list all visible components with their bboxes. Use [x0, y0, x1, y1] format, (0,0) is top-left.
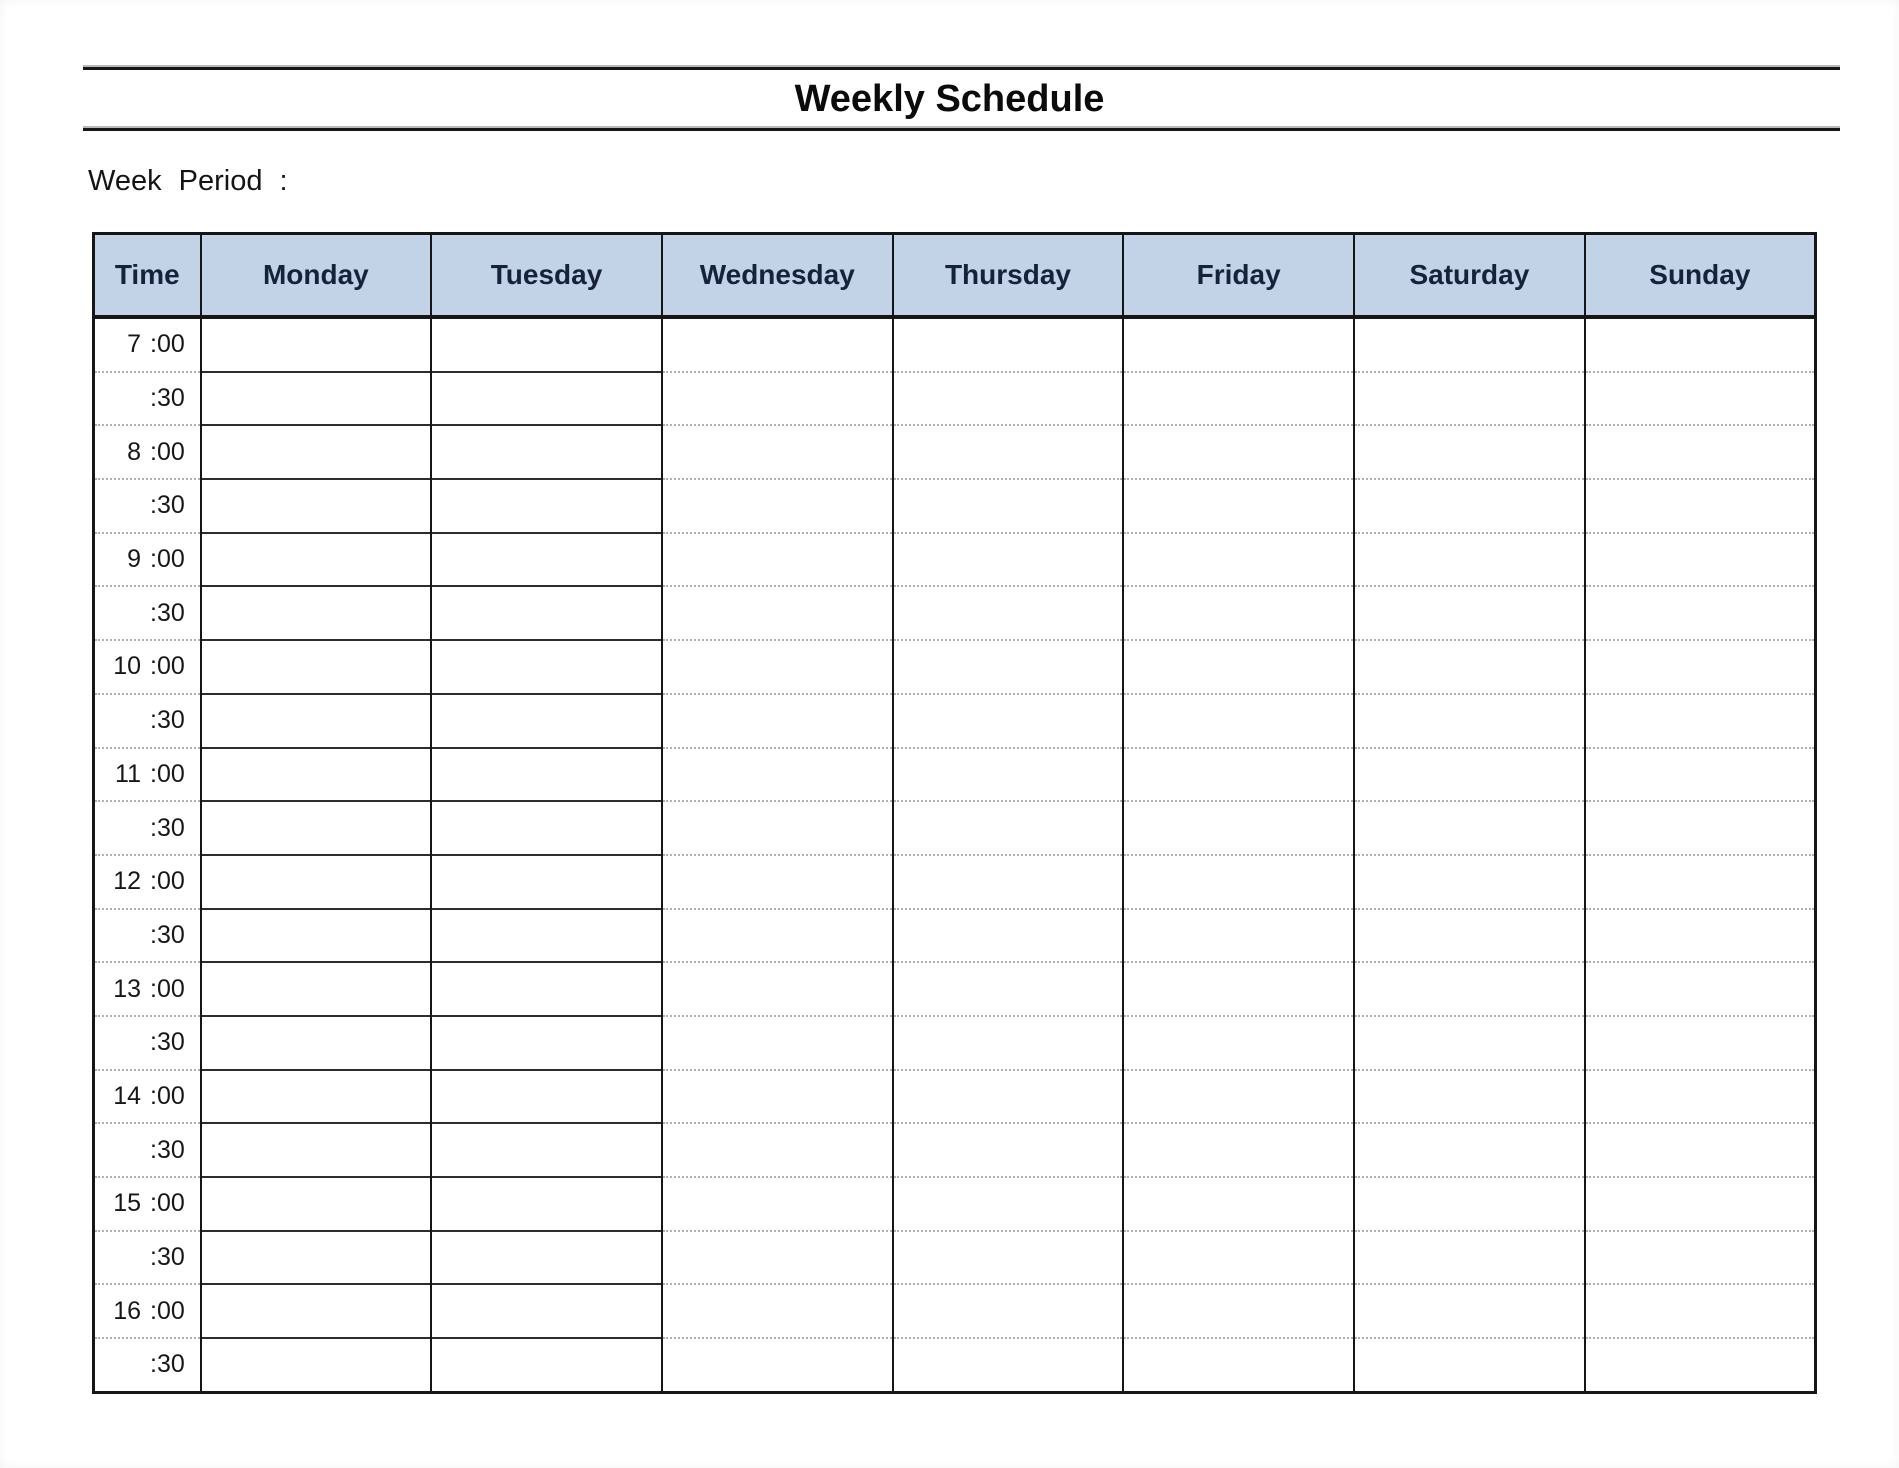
schedule-cell	[893, 586, 1124, 640]
schedule-cell	[662, 1284, 893, 1338]
schedule-cell	[662, 479, 893, 533]
time-row	[94, 1284, 1816, 1338]
time-row	[94, 372, 1816, 426]
schedule-cell	[893, 317, 1124, 372]
header-row	[94, 234, 1816, 318]
schedule-cell	[201, 372, 432, 426]
time-cell	[94, 479, 201, 533]
hour-label: 11	[115, 759, 141, 788]
time-cell	[94, 1070, 201, 1124]
schedule-cell	[893, 694, 1124, 748]
hour-label: 9	[127, 545, 141, 574]
schedule-cell	[662, 1231, 893, 1285]
schedule-cell	[431, 1284, 662, 1338]
schedule-body	[94, 317, 1816, 1392]
schedule-cell	[1585, 533, 1816, 587]
minute-label: :30	[150, 1028, 185, 1057]
schedule-cell	[1585, 1123, 1816, 1177]
schedule-cell	[1585, 748, 1816, 802]
schedule-cell	[201, 694, 432, 748]
schedule-cell	[1354, 748, 1585, 802]
schedule-cell	[1354, 1123, 1585, 1177]
schedule-cell	[1354, 425, 1585, 479]
time-cell	[94, 1231, 201, 1285]
schedule-cell	[431, 855, 662, 909]
schedule-cell	[1123, 1070, 1354, 1124]
schedule-cell	[431, 1231, 662, 1285]
minute-label: :00	[150, 545, 185, 574]
schedule-cell	[1354, 1070, 1585, 1124]
schedule-cell	[201, 533, 432, 587]
schedule-cell	[201, 1231, 432, 1285]
schedule-cell	[893, 1070, 1124, 1124]
schedule-cell	[431, 694, 662, 748]
minute-label: :30	[150, 491, 185, 520]
schedule-cell	[431, 1177, 662, 1231]
schedule-cell	[431, 640, 662, 694]
minute-label: :30	[150, 384, 185, 413]
schedule-cell	[1585, 640, 1816, 694]
col-header-saturday: Saturday	[1354, 234, 1585, 318]
time-row	[94, 962, 1816, 1016]
schedule-cell	[662, 586, 893, 640]
schedule-cell	[201, 640, 432, 694]
schedule-cell	[662, 962, 893, 1016]
schedule-cell	[1354, 586, 1585, 640]
time-row	[94, 425, 1816, 479]
time-row	[94, 748, 1816, 802]
hour-label: 7	[127, 330, 141, 359]
schedule-cell	[893, 372, 1124, 426]
schedule-cell	[1123, 748, 1354, 802]
schedule-cell	[1585, 317, 1816, 372]
schedule-cell	[1354, 640, 1585, 694]
schedule-cell	[662, 533, 893, 587]
time-row	[94, 1016, 1816, 1070]
time-row	[94, 533, 1816, 587]
schedule-cell	[1123, 317, 1354, 372]
schedule-cell	[1123, 1231, 1354, 1285]
schedule-cell	[662, 317, 893, 372]
schedule-cell	[1585, 909, 1816, 963]
minute-label: :30	[150, 1243, 185, 1272]
col-header-wednesday: Wednesday	[662, 234, 893, 318]
time-row	[94, 640, 1816, 694]
schedule-cell	[1354, 909, 1585, 963]
hour-label: 10	[113, 652, 141, 681]
schedule-cell	[1585, 1284, 1816, 1338]
hour-label: 16	[113, 1296, 141, 1325]
schedule-cell	[431, 425, 662, 479]
schedule-cell	[662, 801, 893, 855]
minute-label: :00	[150, 1081, 185, 1110]
minute-label: :30	[150, 1135, 185, 1164]
schedule-cell	[1585, 479, 1816, 533]
time-cell	[94, 533, 201, 587]
schedule-cell	[431, 479, 662, 533]
schedule-cell	[662, 372, 893, 426]
schedule-cell	[201, 1016, 432, 1070]
time-row	[94, 317, 1816, 372]
schedule-cell	[431, 533, 662, 587]
time-row	[94, 694, 1816, 748]
minute-label: :00	[150, 1189, 185, 1218]
schedule-cell	[1123, 479, 1354, 533]
schedule-cell	[1354, 317, 1585, 372]
schedule-cell	[662, 425, 893, 479]
schedule-cell	[1585, 1070, 1816, 1124]
time-row	[94, 586, 1816, 640]
schedule-cell	[1354, 1177, 1585, 1231]
schedule-cell	[201, 586, 432, 640]
schedule-cell	[1354, 801, 1585, 855]
time-row	[94, 1070, 1816, 1124]
time-row	[94, 801, 1816, 855]
schedule-cell	[431, 748, 662, 802]
schedule-cell	[662, 855, 893, 909]
col-header-monday: Monday	[201, 234, 432, 318]
schedule-cell	[1585, 694, 1816, 748]
schedule-cell	[893, 801, 1124, 855]
schedule-cell	[201, 1123, 432, 1177]
schedule-cell	[201, 317, 432, 372]
time-cell	[94, 1016, 201, 1070]
time-cell	[94, 748, 201, 802]
schedule-cell	[1585, 1338, 1816, 1392]
schedule-cell	[1123, 855, 1354, 909]
schedule-cell	[201, 801, 432, 855]
schedule-cell	[1354, 1016, 1585, 1070]
schedule-cell	[662, 1070, 893, 1124]
hour-label: 12	[113, 867, 141, 896]
schedule-cell	[431, 1123, 662, 1177]
schedule-cell	[1123, 962, 1354, 1016]
schedule-cell	[1123, 801, 1354, 855]
schedule-cell	[431, 801, 662, 855]
col-header-tuesday: Tuesday	[431, 234, 662, 318]
schedule-cell	[201, 425, 432, 479]
schedule-cell	[893, 1338, 1124, 1392]
time-row	[94, 1177, 1816, 1231]
schedule-cell	[201, 909, 432, 963]
schedule-cell	[201, 1177, 432, 1231]
schedule-cell	[1585, 586, 1816, 640]
schedule-cell	[201, 855, 432, 909]
schedule-cell	[1354, 1231, 1585, 1285]
schedule-table	[92, 232, 1817, 1394]
schedule-cell	[431, 1338, 662, 1392]
time-cell	[94, 694, 201, 748]
schedule-cell	[431, 909, 662, 963]
schedule-cell	[201, 479, 432, 533]
minute-label: :00	[150, 759, 185, 788]
schedule-cell	[1123, 1123, 1354, 1177]
time-cell	[94, 1177, 201, 1231]
minute-label: :00	[150, 867, 185, 896]
schedule-cell	[893, 1177, 1124, 1231]
col-header-friday: Friday	[1123, 234, 1354, 318]
hour-label: 14	[113, 1081, 141, 1110]
schedule-cell	[662, 1016, 893, 1070]
schedule-cell	[893, 425, 1124, 479]
schedule-cell	[1123, 586, 1354, 640]
time-cell	[94, 855, 201, 909]
schedule-cell	[1354, 479, 1585, 533]
schedule-cell	[1585, 1231, 1816, 1285]
minute-label: :30	[150, 1350, 185, 1379]
schedule-cell	[662, 694, 893, 748]
schedule-cell	[893, 748, 1124, 802]
time-cell	[94, 801, 201, 855]
hour-label: 8	[127, 437, 141, 466]
minute-label: :00	[150, 974, 185, 1003]
schedule-cell	[893, 1231, 1124, 1285]
schedule-cell	[431, 962, 662, 1016]
schedule-cell	[1123, 1284, 1354, 1338]
minute-label: :00	[150, 437, 185, 466]
schedule-cell	[893, 1284, 1124, 1338]
hour-label: 15	[113, 1189, 141, 1218]
time-row	[94, 1231, 1816, 1285]
schedule-cell	[1123, 1016, 1354, 1070]
schedule-cell	[1585, 855, 1816, 909]
time-row	[94, 479, 1816, 533]
schedule-cell	[1585, 801, 1816, 855]
schedule-cell	[1123, 909, 1354, 963]
schedule-cell	[893, 909, 1124, 963]
schedule-cell	[201, 1284, 432, 1338]
schedule-cell	[431, 586, 662, 640]
time-cell	[94, 586, 201, 640]
schedule-cell	[662, 909, 893, 963]
schedule-cell	[201, 1338, 432, 1392]
schedule-cell	[201, 748, 432, 802]
time-row	[94, 1338, 1816, 1392]
schedule-cell	[1354, 372, 1585, 426]
schedule-cell	[1585, 372, 1816, 426]
schedule-cell	[1123, 694, 1354, 748]
schedule-cell	[662, 640, 893, 694]
schedule-cell	[662, 748, 893, 802]
col-header-sunday: Sunday	[1585, 234, 1816, 318]
schedule-cell	[1123, 425, 1354, 479]
time-cell	[94, 962, 201, 1016]
minute-label: :00	[150, 652, 185, 681]
hour-label: 13	[113, 974, 141, 1003]
minute-label: :30	[150, 598, 185, 627]
schedule-cell	[893, 855, 1124, 909]
time-row	[94, 855, 1816, 909]
week-period-label: Week Period :	[88, 165, 288, 197]
schedule-cell	[201, 1070, 432, 1124]
schedule-cell	[1585, 1177, 1816, 1231]
schedule-cell	[1585, 1016, 1816, 1070]
time-row	[94, 1123, 1816, 1177]
title-rule-bottom	[83, 126, 1840, 131]
schedule-cell	[893, 962, 1124, 1016]
schedule-cell	[893, 640, 1124, 694]
schedule-cell	[1354, 533, 1585, 587]
col-header-thursday: Thursday	[893, 234, 1124, 318]
time-cell	[94, 1123, 201, 1177]
minute-label: :30	[150, 706, 185, 735]
schedule-cell	[1354, 694, 1585, 748]
schedule-cell	[201, 962, 432, 1016]
schedule-cell	[662, 1123, 893, 1177]
time-cell	[94, 372, 201, 426]
schedule-cell	[431, 317, 662, 372]
schedule-cell	[1354, 1284, 1585, 1338]
schedule-cell	[893, 533, 1124, 587]
schedule-cell	[893, 1016, 1124, 1070]
minute-label: :00	[150, 1296, 185, 1325]
page-title: Weekly Schedule	[794, 78, 1105, 120]
schedule-cell	[662, 1338, 893, 1392]
col-header-time: Time	[94, 234, 201, 318]
time-cell	[94, 425, 201, 479]
time-cell	[94, 640, 201, 694]
schedule-cell	[1123, 1177, 1354, 1231]
schedule-cell	[1354, 1338, 1585, 1392]
schedule-cell	[1123, 1338, 1354, 1392]
schedule-cell	[431, 372, 662, 426]
schedule-cell	[1123, 372, 1354, 426]
minute-label: :30	[150, 813, 185, 842]
title-rule-top	[83, 65, 1840, 70]
schedule-cell	[1585, 962, 1816, 1016]
time-cell	[94, 1284, 201, 1338]
time-row	[94, 909, 1816, 963]
schedule-cell	[893, 1123, 1124, 1177]
minute-label: :30	[150, 920, 185, 949]
schedule-cell	[1585, 425, 1816, 479]
time-cell	[94, 1338, 201, 1392]
time-cell	[94, 317, 201, 372]
schedule-cell	[1354, 962, 1585, 1016]
schedule-cell	[431, 1070, 662, 1124]
minute-label: :00	[150, 330, 185, 359]
schedule-cell	[1123, 533, 1354, 587]
schedule-cell	[662, 1177, 893, 1231]
schedule-cell	[431, 1016, 662, 1070]
time-cell	[94, 909, 201, 963]
schedule-cell	[1123, 640, 1354, 694]
schedule-cell	[1354, 855, 1585, 909]
schedule-cell	[893, 479, 1124, 533]
